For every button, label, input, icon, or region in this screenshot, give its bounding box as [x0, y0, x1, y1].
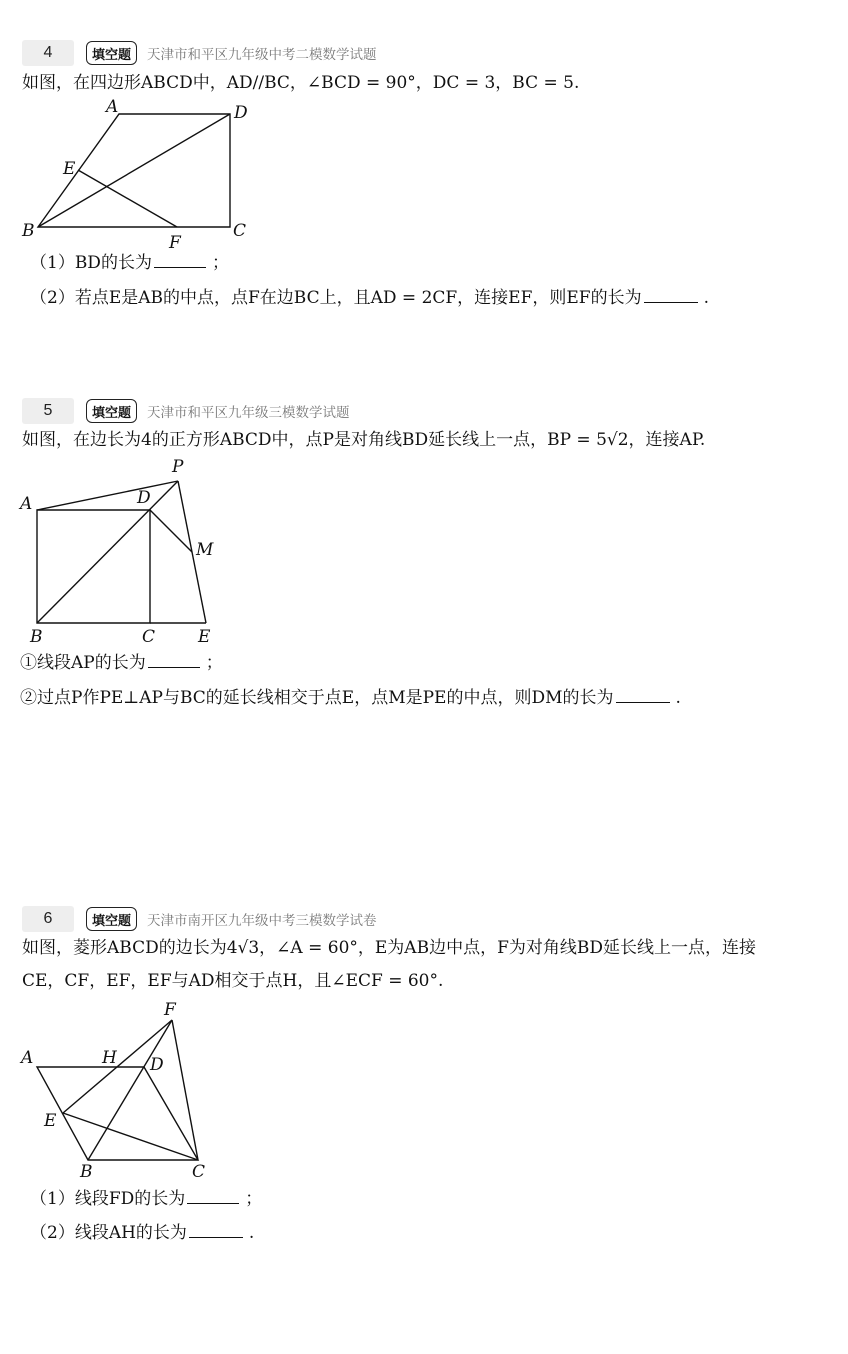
- label-c: C: [233, 221, 247, 241]
- label-d: D: [150, 1055, 164, 1075]
- label-b: B: [22, 221, 35, 241]
- rhombus-abcd-outline: [37, 1067, 198, 1160]
- label-b: B: [80, 1162, 93, 1182]
- question-source: 天津市南开区九年级中考三模数学试卷: [147, 913, 377, 929]
- answer-blank[interactable]: [187, 1189, 239, 1204]
- label-c: C: [192, 1162, 206, 1182]
- question-part-1: （1）线段FD的长为 ；: [30, 1189, 263, 1209]
- label-p: P: [172, 457, 184, 477]
- question-stem: 如图，在边长为4的正方形ABCD中，点P是对角线BD延长线上一点，BP = 5√2，连接AP.: [22, 430, 706, 450]
- question-stem-line-2: CE，CF，EF，EF与AD相交于点H，且∠ECF = 60°.: [22, 971, 444, 991]
- question-type-tag: 填空题: [86, 41, 137, 65]
- label-h: H: [102, 1048, 117, 1068]
- label-e: E: [44, 1111, 57, 1131]
- segment-bf: [88, 1020, 172, 1160]
- question-stem-line-1: 如图，菱形ABCD的边长为4√3，∠A = 60°，E为AB边中点，F为对角线BD延长线上一点，连接: [22, 938, 756, 958]
- label-a: A: [20, 494, 33, 514]
- question-part-1: （1）BD的长为 ；: [30, 253, 229, 273]
- question-number: 4: [22, 40, 74, 66]
- label-e: E: [63, 159, 76, 179]
- label-a: A: [106, 97, 119, 117]
- label-b: B: [30, 627, 43, 647]
- question-number: 6: [22, 906, 74, 932]
- question-source: 天津市和平区九年级三模数学试题: [147, 405, 350, 421]
- question-type-tag: 填空题: [86, 907, 137, 931]
- question-type-tag: 填空题: [86, 399, 137, 423]
- label-a: A: [21, 1048, 34, 1068]
- question-stem: 如图，在四边形ABCD中，AD//BC，∠BCD = 90°，DC = 3，BC = 5.: [22, 73, 580, 93]
- label-d: D: [137, 488, 151, 508]
- label-e: E: [198, 627, 211, 647]
- label-c: C: [142, 627, 156, 647]
- label-f: F: [164, 1000, 176, 1020]
- label-d: D: [234, 103, 248, 123]
- question-part-2: ②过点P作PE⊥AP与BC的延长线相交于点E，点M是PE的中点，则DM的长为 .: [20, 688, 681, 708]
- label-m: M: [196, 540, 214, 560]
- label-f: F: [169, 233, 181, 253]
- question-source: 天津市和平区九年级中考二模数学试题: [147, 47, 377, 63]
- question-part-2: （2）线段AH的长为 .: [30, 1223, 255, 1243]
- question-part-2: （2）若点E是AB的中点，点F在边BC上，且AD = 2CF，连接EF，则EF的长为 .: [30, 288, 709, 308]
- answer-blank[interactable]: [189, 1223, 243, 1238]
- segment-ce: [63, 1113, 198, 1160]
- question-number: 5: [22, 398, 74, 424]
- question-part-1: ①线段AP的长为 ；: [20, 653, 223, 673]
